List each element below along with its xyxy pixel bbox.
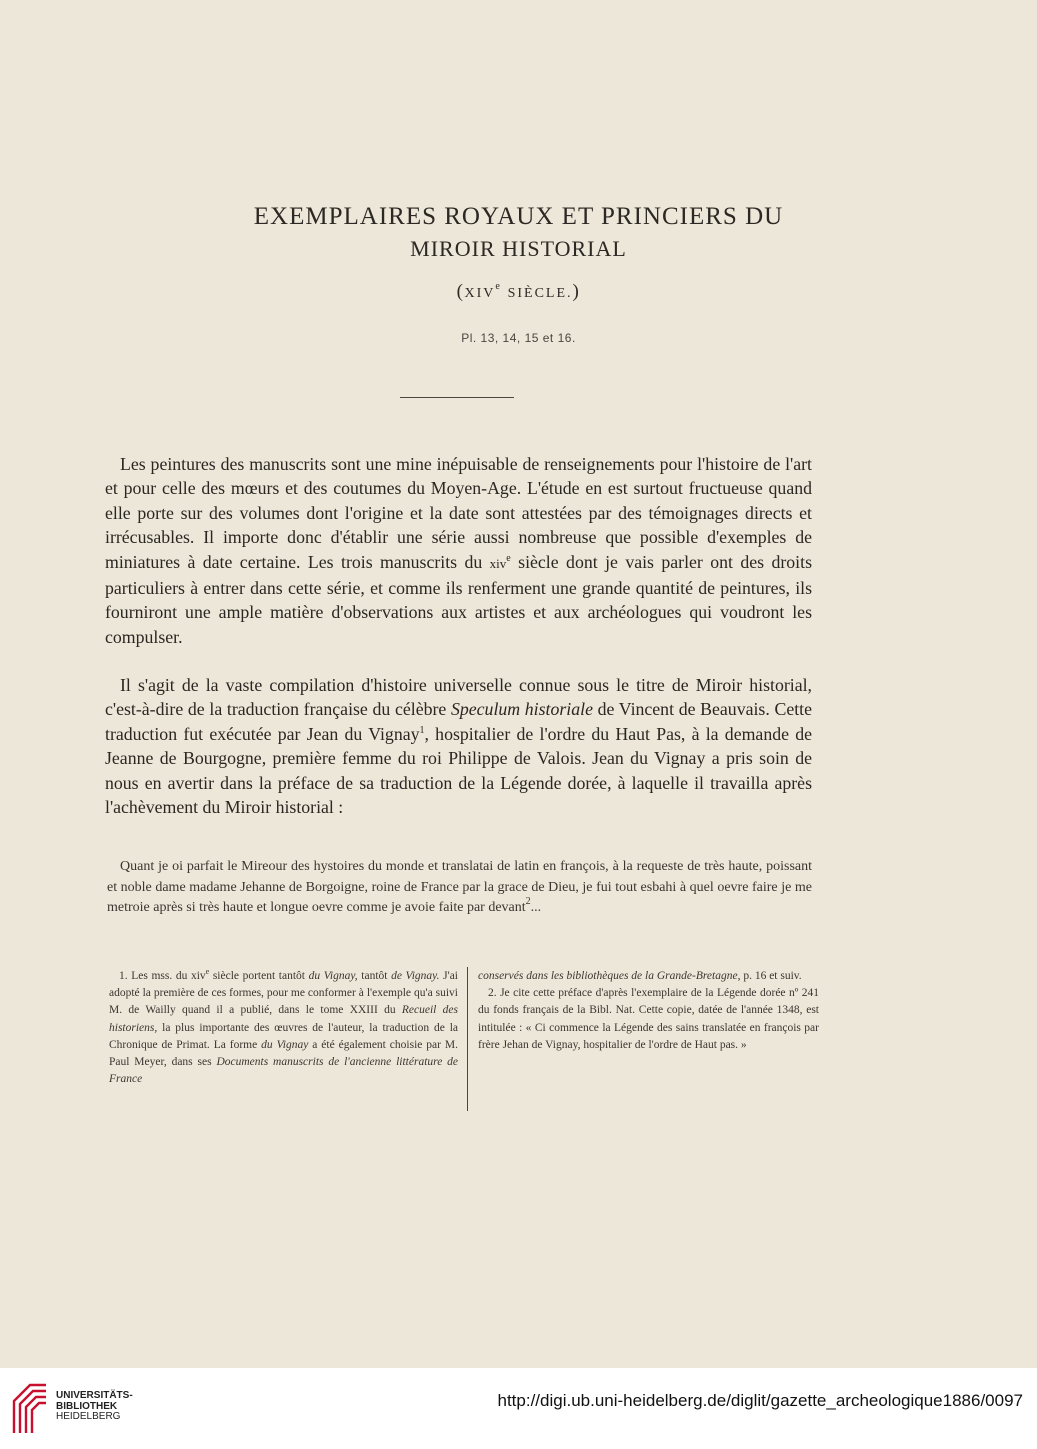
footnote-ref-2[interactable]: 2 [525, 896, 531, 907]
library-name: UNIVERSITÄTS- BIBLIOTHEK HEIDELBERG [56, 1390, 133, 1422]
paragraph-1: Les peintures des manuscrits sont une mine inépuisable de renseignements pour l'histoire de l'art et pour celle des mœurs et des coutumes du Moyen-Age. L'étude en est surtout fructueuse quand elle porte sur des volumes dont l'origine et la date sont attestées par des témoignages directs et irrécusables. Il importe donc d'établir une série aussi nombreuse que possible d'exemples de miniatures à date certaine. Les trois manuscrits du xiv$^e$ siècle dont je vais parler ont des droits particuliers à entrer dans cette série, et comme ils renferment une grande quantité de peintures, ils fourniront une ample matière d'observations aux artistes et aux archéologues qui voudront les compulser. [105, 454, 812, 647]
title-line-2: MIROIR HISTORIAL [410, 236, 627, 261]
section-divider [400, 397, 514, 398]
paragraph-2: Il s'agit de la vaste compilation d'histoire universelle connue sous le titre de Miroir historial, c'est-à-dire de la traduction française du célèbre Speculum historiale de Vincent de Beauvais. Cette traduction fut exécutée par Jean du Vignay$^1$, hospitalier de l'ordre du Haut Pas, à la demande de Jeanne de Bourgogne, première femme du roi Philippe de Valois. Jean du Vignay a pris soin de nous en avertir dans la préface de sa traduction de la Légende dorée, à laquelle il travailla après l'achèvement du Miroir historial : [105, 675, 813, 818]
plates-reference: Pl. 13, 14, 15 et 16. [461, 331, 576, 345]
title-line-1: EXEMPLAIRES ROYAUX ET PRINCIERS DU [253, 203, 784, 230]
footnote-column-divider [467, 967, 468, 1111]
footnote-1: 1. Les mss. du xiv$^e$ siècle portent tantôt du Vignay, tantôt de Vignay. J'ai adopté la première de ces formes, pour me conformer à l'exemple qu'a suivi M. de Wailly quand il a publié, dans le tome XXIII du Recueil des historiens, la plus importante des œuvres de l'auteur, la traduction de la Chronique de Primat. La forme du Vignay a été également choisie par M. Paul Meyer, dans ses Documents manuscrits de l'ancienne littérature de France [109, 967, 459, 1086]
library-footer [0, 1368, 1037, 1449]
library-logo-icon[interactable] [10, 1377, 50, 1435]
footnote-ref-1[interactable]: 1 [419, 724, 425, 736]
footnote-2: 2. Je cite cette préface d'après l'exemplaire de la Légende dorée nº 241 du fonds français de la Bibl. Nat. Cette copie, datée de l'année 1348, est intitulée : « Ci commence la Légende des sains translatée en françois par frère Jehan de Vignay, hospitalier de l'ordre de Haut pas. » [478, 987, 819, 1051]
footnote-1-continued: conservés dans les bibliothèques de la Grande-Bretagne, p. 16 et suiv. [478, 970, 802, 982]
footnotes-right-column [478, 968, 819, 1054]
source-url-link[interactable]: http://digi.ub.uni-heidelberg.de/diglit/gazette_archeologique1886/0097 [497, 1391, 1023, 1410]
quotation-block: Quant je oi parfait le Mireour des hystoires du monde et translatai de latin en françois, à la requeste de très haute, poissant et noble dame madame Jehanne de Borgoigne, roine de France par la grace de Dieu, je fui tout esbahi à quel oevre faire je me metroie après si très haute et longue oevre comme je avoie faite par devant$^2$... [107, 859, 812, 915]
century-subtitle: (XIVe SIÈCLE.) [456, 281, 581, 302]
